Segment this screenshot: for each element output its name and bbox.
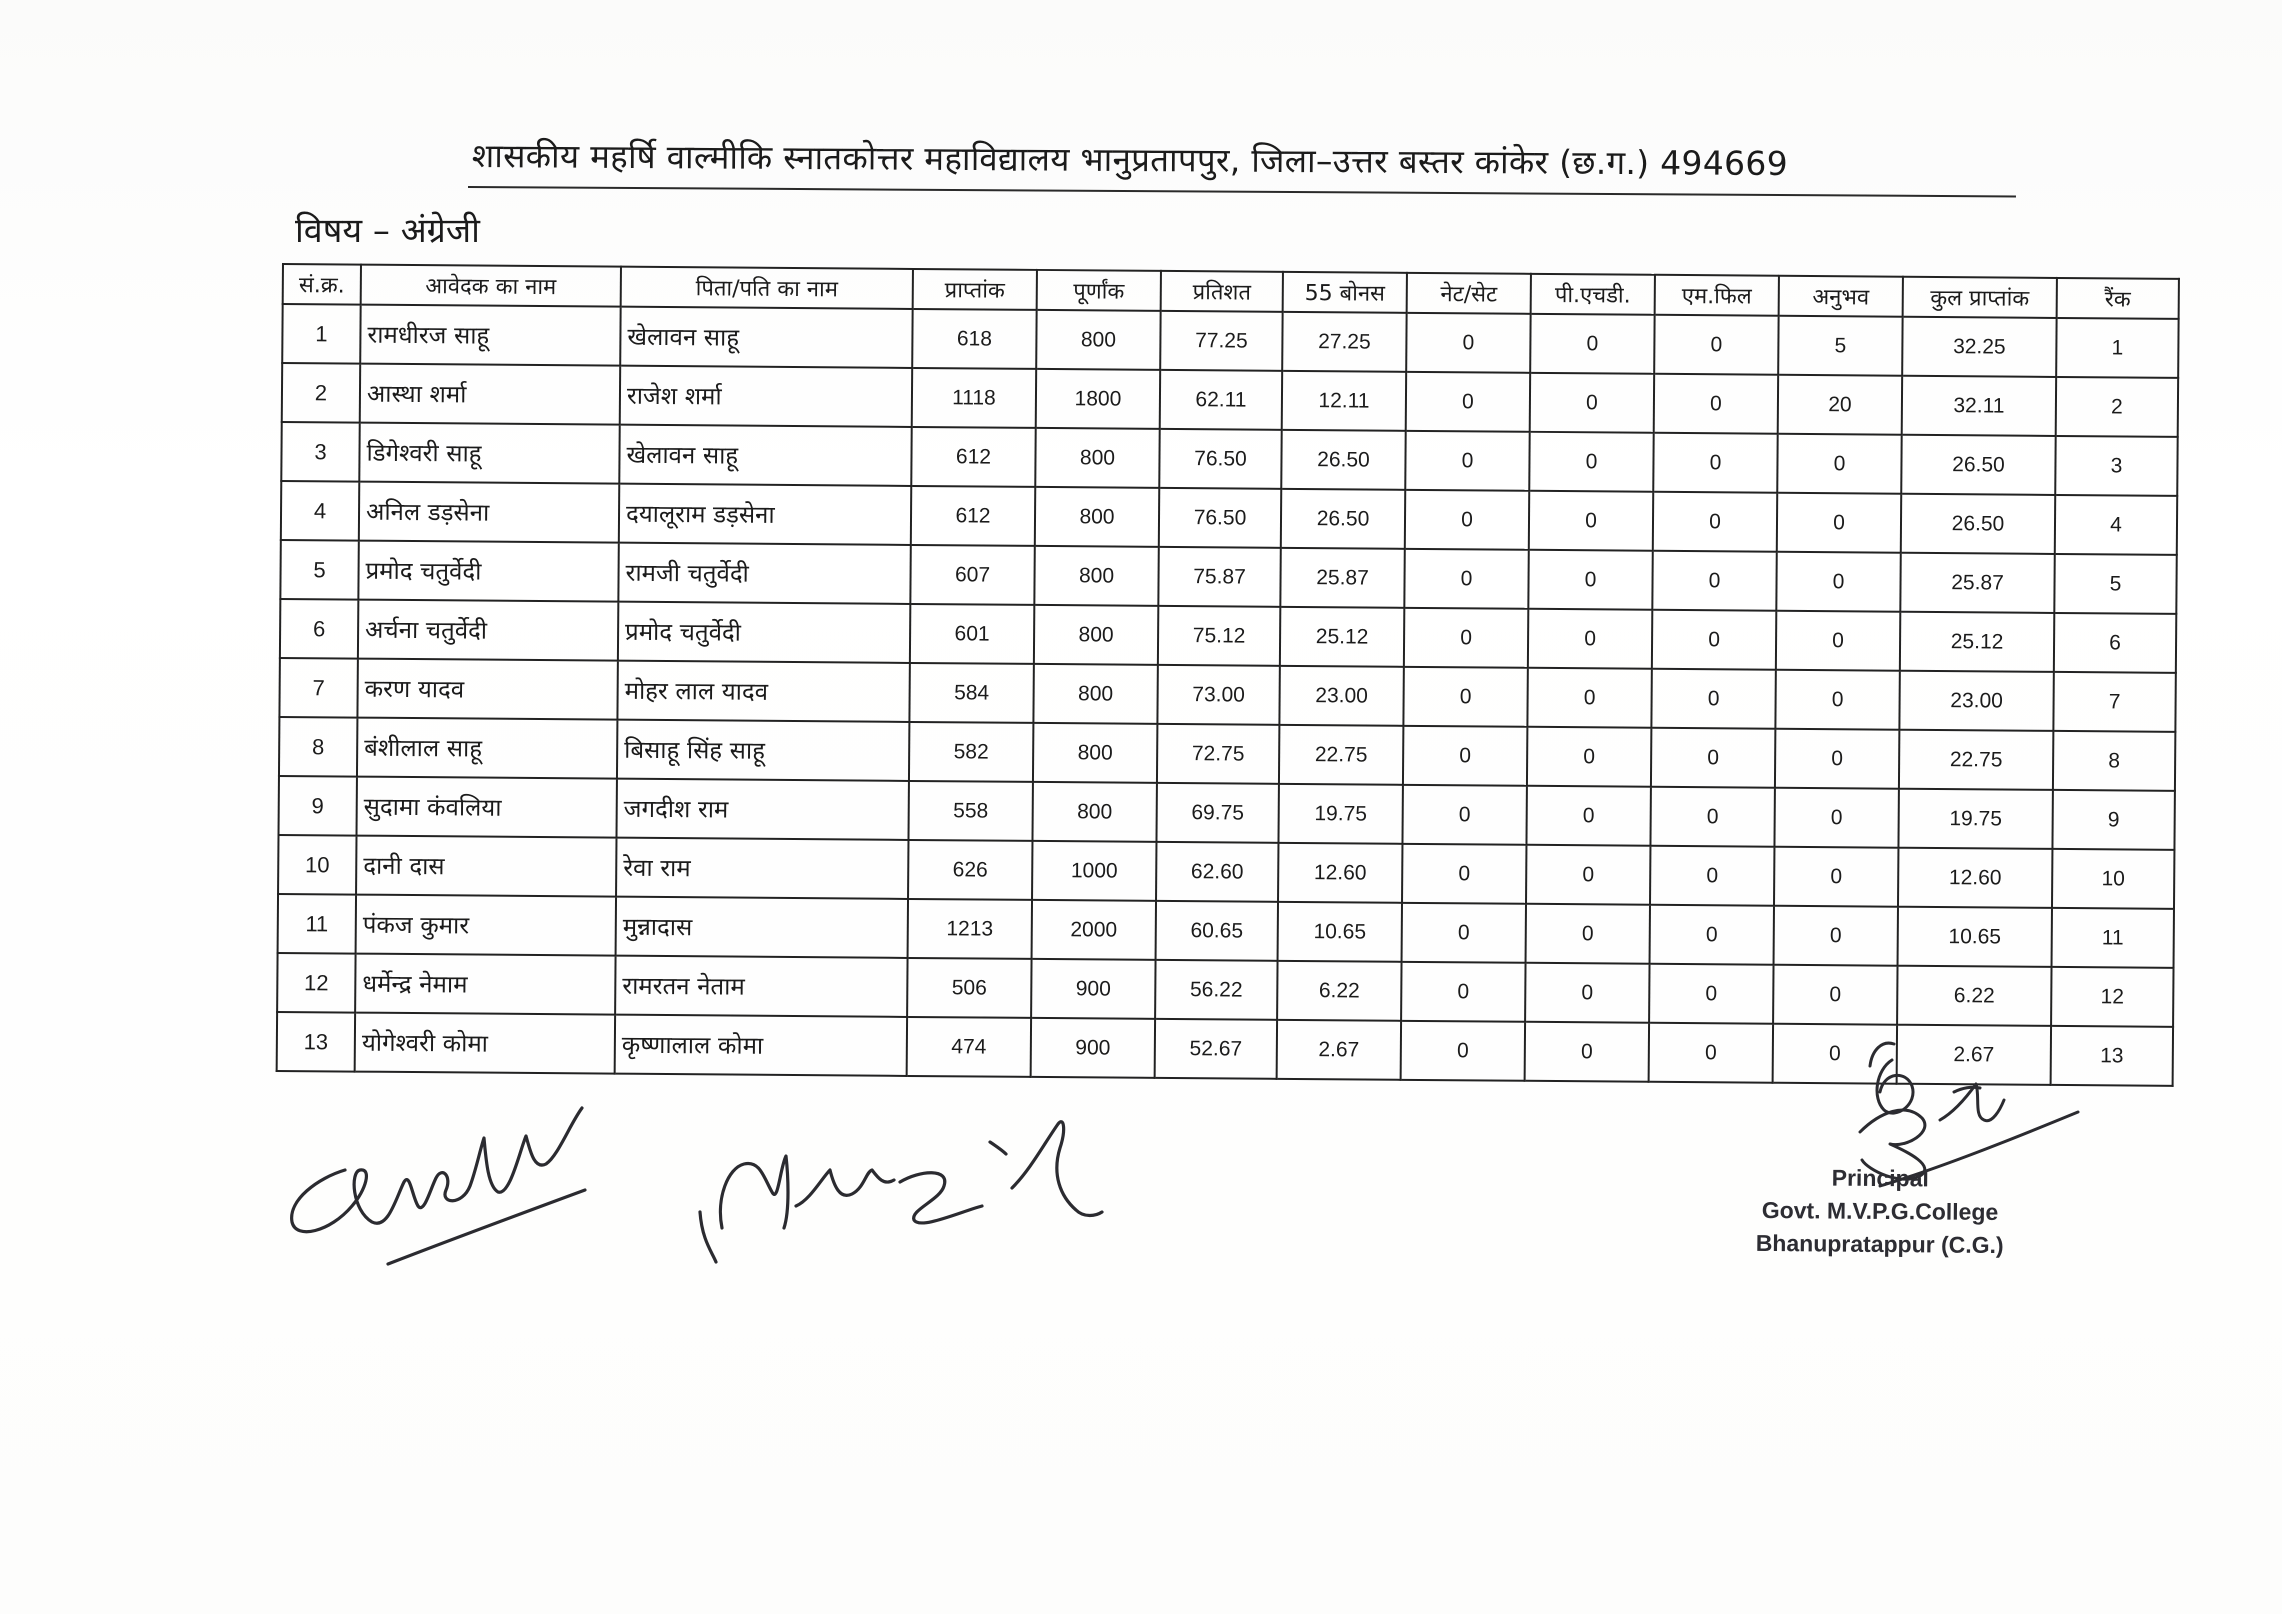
father-name-cell: कृष्णालाल कोमा — [615, 1015, 907, 1076]
experience-cell: 0 — [1775, 729, 1899, 789]
net-set-cell: 0 — [1406, 313, 1530, 373]
max-marks-cell: 800 — [1035, 487, 1159, 547]
total-cell: 19.75 — [1898, 789, 2052, 849]
total-cell: 22.75 — [1899, 730, 2053, 790]
applicant-name-cell: अर्चना चतुर्वेदी — [358, 600, 618, 661]
total-cell: 10.65 — [1898, 907, 2052, 967]
experience-cell: 0 — [1774, 906, 1898, 966]
bonus-cell: 12.11 — [1282, 371, 1406, 431]
bonus-cell: 6.22 — [1277, 961, 1401, 1021]
percent-cell: 56.22 — [1155, 960, 1277, 1020]
stamp-line-principal: Principal — [1831, 1164, 1929, 1192]
serial-cell: 6 — [280, 599, 358, 659]
total-cell: 32.11 — [1902, 376, 2056, 436]
rank-cell: 7 — [2053, 672, 2175, 732]
total-cell: 12.60 — [1898, 848, 2052, 908]
serial-cell: 8 — [279, 717, 357, 777]
percent-cell: 75.12 — [1158, 606, 1280, 666]
obtained-cell: 612 — [911, 427, 1035, 487]
total-cell: 2.67 — [1897, 1025, 2051, 1085]
father-name-cell: दयालूराम डड़सेना — [619, 484, 911, 545]
header-col-total-marks: कुल प्राप्तांक — [1903, 277, 2057, 318]
table-body — [277, 304, 2179, 1086]
percent-cell: 62.60 — [1156, 842, 1278, 902]
header-col-mphil: एम.फिल — [1655, 275, 1779, 316]
mphil-cell: 0 — [1654, 315, 1778, 375]
net-set-cell: 0 — [1406, 372, 1530, 432]
rank-cell: 4 — [2055, 495, 2177, 555]
mphil-cell: 0 — [1649, 1023, 1773, 1083]
total-cell: 26.50 — [1901, 494, 2055, 554]
experience-cell: 0 — [1773, 1024, 1897, 1084]
rank-cell: 13 — [2051, 1026, 2173, 1086]
father-name-cell: खेलावन साहू — [620, 307, 912, 368]
net-set-cell: 0 — [1403, 667, 1527, 727]
bonus-cell: 22.75 — [1279, 725, 1403, 785]
phd-cell: 0 — [1529, 491, 1653, 551]
rank-cell: 9 — [2052, 790, 2174, 850]
rank-cell: 12 — [2051, 967, 2173, 1027]
max-marks-cell: 800 — [1034, 605, 1158, 665]
obtained-cell: 612 — [911, 486, 1035, 546]
rank-cell: 10 — [2052, 849, 2174, 909]
phd-cell: 0 — [1530, 373, 1654, 433]
father-name-cell: जगदीश राम — [616, 779, 908, 840]
obtained-cell: 626 — [908, 840, 1032, 900]
serial-cell: 10 — [278, 835, 356, 895]
applicant-name-cell: दानी दास — [356, 836, 616, 897]
mphil-cell: 0 — [1651, 728, 1775, 788]
obtained-cell: 582 — [909, 722, 1033, 782]
net-set-cell: 0 — [1402, 785, 1526, 845]
mphil-cell: 0 — [1649, 964, 1773, 1024]
net-set-cell: 0 — [1402, 903, 1526, 963]
applicant-name-cell: रामधीरज साहू — [360, 305, 620, 366]
percent-cell: 72.75 — [1157, 724, 1279, 784]
percent-cell: 52.67 — [1155, 1019, 1277, 1079]
net-set-cell: 0 — [1404, 608, 1528, 668]
total-cell: 26.50 — [1901, 435, 2055, 495]
serial-cell: 11 — [278, 894, 356, 954]
max-marks-cell: 800 — [1035, 428, 1159, 488]
header-col-net-set: नेट/सेट — [1407, 273, 1531, 314]
rank-cell: 1 — [2056, 318, 2178, 378]
experience-cell: 5 — [1778, 316, 1902, 376]
serial-cell: 13 — [277, 1012, 355, 1072]
rank-cell: 11 — [2052, 908, 2174, 968]
phd-cell: 0 — [1525, 963, 1649, 1023]
father-name-cell: रेवा राम — [616, 838, 908, 899]
applicant-name-cell: डिगेश्वरी साहू — [359, 423, 619, 484]
father-name-cell: रामजी चतुर्वेदी — [618, 543, 910, 604]
net-set-cell: 0 — [1405, 431, 1529, 491]
mphil-cell: 0 — [1653, 492, 1777, 552]
experience-cell: 0 — [1777, 434, 1901, 494]
phd-cell: 0 — [1526, 845, 1650, 905]
experience-cell: 0 — [1774, 788, 1898, 848]
serial-cell: 12 — [277, 953, 355, 1013]
rank-cell: 5 — [2054, 554, 2176, 614]
bonus-cell: 26.50 — [1281, 489, 1405, 549]
total-cell: 6.22 — [1897, 966, 2051, 1026]
rank-cell: 6 — [2054, 613, 2176, 673]
bonus-cell: 27.25 — [1282, 312, 1406, 372]
mphil-cell: 0 — [1652, 610, 1776, 670]
father-name-cell: रामरतन नेताम — [615, 956, 907, 1017]
net-set-cell: 0 — [1401, 962, 1525, 1022]
applicant-name-cell: धर्मेन्द्र नेमाम — [355, 954, 615, 1015]
experience-cell: 0 — [1773, 965, 1897, 1025]
percent-cell: 77.25 — [1160, 311, 1282, 371]
father-name-cell: बिसाहू सिंह साहू — [617, 720, 909, 781]
percent-cell: 73.00 — [1157, 665, 1279, 725]
phd-cell: 0 — [1528, 550, 1652, 610]
bonus-cell: 19.75 — [1278, 784, 1402, 844]
header-col-experience: अनुभव — [1779, 276, 1903, 317]
percent-cell: 60.65 — [1156, 901, 1278, 961]
max-marks-cell: 800 — [1032, 782, 1156, 842]
header-col-phd: पी.एचडी. — [1531, 274, 1655, 315]
obtained-cell: 506 — [907, 958, 1031, 1018]
header-col-max-marks: पूर्णांक — [1037, 270, 1161, 311]
rank-cell: 2 — [2056, 377, 2178, 437]
title-underline — [468, 186, 2016, 197]
obtained-cell: 618 — [912, 309, 1036, 369]
obtained-cell: 601 — [910, 604, 1034, 664]
net-set-cell: 0 — [1402, 844, 1526, 904]
father-name-cell: मुन्नादास — [616, 897, 908, 958]
stamp-line-location: Bhanupratappur (C.G.) — [1755, 1229, 2004, 1259]
percent-cell: 76.50 — [1159, 429, 1281, 489]
experience-cell: 0 — [1777, 493, 1901, 553]
percent-cell: 75.87 — [1158, 547, 1280, 607]
experience-cell: 0 — [1776, 611, 1900, 671]
experience-cell: 0 — [1776, 552, 1900, 612]
serial-cell: 7 — [279, 658, 357, 718]
max-marks-cell: 1800 — [1036, 369, 1160, 429]
bonus-cell: 2.67 — [1277, 1020, 1401, 1080]
rank-cell: 8 — [2053, 731, 2175, 791]
signature-left — [292, 1108, 585, 1264]
serial-cell: 2 — [282, 363, 360, 423]
phd-cell: 0 — [1527, 668, 1651, 728]
applicant-name-cell: सुदामा कंवलिया — [357, 777, 617, 838]
percent-cell: 69.75 — [1156, 783, 1278, 843]
net-set-cell: 0 — [1403, 726, 1527, 786]
max-marks-cell: 800 — [1033, 723, 1157, 783]
merit-table-wrapper — [276, 263, 2180, 1087]
phd-cell: 0 — [1527, 727, 1651, 787]
obtained-cell: 1213 — [908, 899, 1032, 959]
max-marks-cell: 800 — [1034, 546, 1158, 606]
father-name-cell: राजेश शर्मा — [620, 366, 912, 427]
header-col-rank: रैंक — [2057, 278, 2179, 319]
serial-cell: 4 — [281, 481, 359, 541]
signature-middle — [700, 1122, 1102, 1262]
phd-cell: 0 — [1526, 904, 1650, 964]
father-name-cell: प्रमोद चतुर्वेदी — [618, 602, 910, 663]
serial-cell: 9 — [279, 776, 357, 836]
rank-cell: 3 — [2055, 436, 2177, 496]
father-name-cell: मोहर लाल यादव — [617, 661, 909, 722]
max-marks-cell: 900 — [1031, 1018, 1155, 1078]
net-set-cell: 0 — [1401, 1021, 1525, 1081]
experience-cell: 0 — [1774, 847, 1898, 907]
applicant-name-cell: प्रमोद चतुर्वेदी — [358, 541, 618, 602]
max-marks-cell: 800 — [1033, 664, 1157, 724]
experience-cell: 0 — [1775, 670, 1899, 730]
net-set-cell: 0 — [1404, 549, 1528, 609]
applicant-name-cell: पंकज कुमार — [356, 895, 616, 956]
phd-cell: 0 — [1525, 1022, 1649, 1082]
father-name-cell: खेलावन साहू — [619, 425, 911, 486]
header-col-marks-obtained: प्राप्तांक — [913, 269, 1037, 310]
header-col-father-husband-name: पिता/पति का नाम — [621, 267, 913, 309]
max-marks-cell: 900 — [1031, 959, 1155, 1019]
phd-cell: 0 — [1526, 786, 1650, 846]
applicant-name-cell: बंशीलाल साहू — [357, 718, 617, 779]
serial-cell: 1 — [282, 304, 360, 364]
phd-cell: 0 — [1529, 432, 1653, 492]
header-col-bonus-55: 55 बोनस — [1283, 272, 1407, 313]
applicant-name-cell: अनिल डड़सेना — [359, 482, 619, 543]
max-marks-cell: 800 — [1036, 310, 1160, 370]
header-col-serial: सं.क्र. — [283, 264, 361, 305]
mphil-cell: 0 — [1650, 846, 1774, 906]
bonus-cell: 25.12 — [1280, 607, 1404, 667]
mphil-cell: 0 — [1653, 433, 1777, 493]
stamp-line-college: Govt. M.V.P.G.College — [1761, 1196, 1999, 1226]
bonus-cell: 23.00 — [1279, 666, 1403, 726]
phd-cell: 0 — [1528, 609, 1652, 669]
header-col-applicant-name: आवेदक का नाम — [361, 265, 621, 307]
mphil-cell: 0 — [1650, 787, 1774, 847]
merit-list-table — [276, 263, 2180, 1087]
mphil-cell: 0 — [1651, 669, 1775, 729]
obtained-cell: 474 — [907, 1017, 1031, 1077]
serial-cell: 5 — [280, 540, 358, 600]
bonus-cell: 10.65 — [1278, 902, 1402, 962]
obtained-cell: 584 — [909, 663, 1033, 723]
bonus-cell: 26.50 — [1281, 430, 1405, 490]
mphil-cell: 0 — [1652, 551, 1776, 611]
max-marks-cell: 2000 — [1032, 900, 1156, 960]
max-marks-cell: 1000 — [1032, 841, 1156, 901]
bonus-cell: 12.60 — [1278, 843, 1402, 903]
obtained-cell: 1118 — [912, 368, 1036, 428]
total-cell: 32.25 — [1902, 317, 2056, 377]
header-col-percentage: प्रतिशत — [1161, 271, 1283, 312]
total-cell: 25.12 — [1900, 612, 2054, 672]
applicant-name-cell: करण यादव — [357, 659, 617, 720]
applicant-name-cell: आस्था शर्मा — [360, 364, 620, 425]
percent-cell: 76.50 — [1159, 488, 1281, 548]
percent-cell: 62.11 — [1160, 370, 1282, 430]
mphil-cell: 0 — [1650, 905, 1774, 965]
obtained-cell: 558 — [908, 781, 1032, 841]
experience-cell: 20 — [1778, 375, 1902, 435]
serial-cell: 3 — [281, 422, 359, 482]
mphil-cell: 0 — [1654, 374, 1778, 434]
net-set-cell: 0 — [1405, 490, 1529, 550]
applicant-name-cell: योगेश्वरी कोमा — [355, 1013, 615, 1074]
principal-stamp — [1730, 1161, 2031, 1263]
bonus-cell: 25.87 — [1280, 548, 1404, 608]
obtained-cell: 607 — [910, 545, 1034, 605]
phd-cell: 0 — [1530, 314, 1654, 374]
total-cell: 25.87 — [1900, 553, 2054, 613]
subject-line: विषय – अंग्रेजी — [295, 211, 480, 251]
college-title: शासकीय महर्षि वाल्मीकि स्नातकोत्तर महाविद्यालय भानुप्रतापपुर, जिला–उत्तर बस्तर कांकेर (छ.ग.) 494669 — [471, 135, 1789, 184]
total-cell: 23.00 — [1899, 671, 2053, 731]
